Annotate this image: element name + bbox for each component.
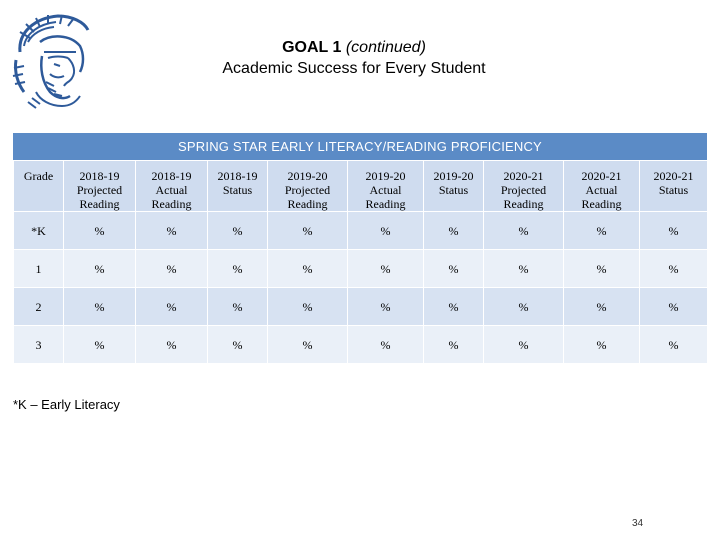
goal-subtitle: Academic Success for Every Student <box>222 60 486 77</box>
percent-cell: % <box>484 326 564 364</box>
percent-cell: % <box>64 326 136 364</box>
percent-cell: % <box>208 250 268 288</box>
column-header-line: Reading <box>503 197 544 211</box>
column-header-line: Reading <box>365 197 406 211</box>
percent-cell: % <box>640 326 708 364</box>
goal-heading <box>0 38 708 58</box>
column-header-line: Reading <box>581 197 622 211</box>
percent-cell: % <box>268 326 348 364</box>
percent-cell: % <box>208 212 268 250</box>
column-header <box>268 161 348 212</box>
percent-cell: % <box>136 212 208 250</box>
percent-cell: % <box>64 212 136 250</box>
percent-cell: % <box>484 288 564 326</box>
percent-cell: % <box>424 326 484 364</box>
table-body <box>14 212 708 364</box>
column-header-line: Projected <box>76 183 123 197</box>
column-header <box>348 161 424 212</box>
percent-cell: % <box>424 288 484 326</box>
column-header-line: Projected <box>284 183 331 197</box>
percent-cell: % <box>484 212 564 250</box>
percent-cell: % <box>640 288 708 326</box>
column-header <box>564 161 640 212</box>
percent-cell: % <box>64 250 136 288</box>
percent-cell: % <box>136 250 208 288</box>
grade-cell: 1 <box>14 250 64 288</box>
column-header-line: Projected <box>500 183 547 197</box>
percent-cell: % <box>348 212 424 250</box>
percent-cell: % <box>268 212 348 250</box>
column-header-line: Actual <box>155 183 188 197</box>
percent-cell: % <box>64 288 136 326</box>
grade-cell: 3 <box>14 326 64 364</box>
percent-cell: % <box>640 212 708 250</box>
column-header-line: Grade <box>23 169 54 183</box>
column-header-line: Status <box>658 183 689 197</box>
column-header-line: Reading <box>287 197 328 211</box>
column-header-line: 2018-19 <box>79 169 120 183</box>
column-header-line: 2019-20 <box>433 169 474 183</box>
goal-label: GOAL 1 <box>282 39 342 56</box>
table-header-row <box>14 161 708 212</box>
column-header-line: 2020-21 <box>653 169 694 183</box>
column-header <box>640 161 708 212</box>
percent-cell: % <box>564 212 640 250</box>
column-header <box>136 161 208 212</box>
table-banner: SPRING STAR EARLY LITERACY/READING PROFICIENCY <box>13 133 707 160</box>
table-row <box>14 250 708 288</box>
column-header-line: 2020-21 <box>503 169 544 183</box>
column-header <box>424 161 484 212</box>
percent-cell: % <box>348 250 424 288</box>
percent-cell: % <box>564 326 640 364</box>
column-header-line: 2019-20 <box>365 169 406 183</box>
table-row <box>14 288 708 326</box>
proficiency-grid <box>13 160 708 364</box>
column-header <box>484 161 564 212</box>
column-header-line: Status <box>438 183 469 197</box>
page-title <box>0 38 708 80</box>
page-number: 34 <box>632 518 644 529</box>
percent-cell: % <box>268 250 348 288</box>
percent-cell: % <box>208 326 268 364</box>
percent-cell: % <box>640 250 708 288</box>
column-header-line: 2018-19 <box>151 169 192 183</box>
column-header <box>64 161 136 212</box>
percent-cell: % <box>564 250 640 288</box>
percent-cell: % <box>564 288 640 326</box>
column-header <box>208 161 268 212</box>
percent-cell: % <box>208 288 268 326</box>
column-header-line: Actual <box>585 183 618 197</box>
percent-cell: % <box>484 250 564 288</box>
column-header-line: 2019-20 <box>287 169 328 183</box>
table-row <box>14 326 708 364</box>
column-header-line: Actual <box>369 183 402 197</box>
column-header-line: Reading <box>151 197 192 211</box>
table-row <box>14 212 708 250</box>
percent-cell: % <box>424 212 484 250</box>
column-header <box>14 161 64 212</box>
proficiency-table <box>13 133 707 364</box>
percent-cell: % <box>424 250 484 288</box>
column-header-line: 2018-19 <box>217 169 258 183</box>
percent-cell: % <box>348 288 424 326</box>
column-header-line: Status <box>222 183 253 197</box>
percent-cell: % <box>136 288 208 326</box>
percent-cell: % <box>136 326 208 364</box>
footnote: *K – Early Literacy <box>13 397 120 412</box>
column-header-line: Reading <box>79 197 120 211</box>
grade-cell: *K <box>14 212 64 250</box>
continued-label: (continued) <box>345 39 426 56</box>
percent-cell: % <box>348 326 424 364</box>
column-header-line: 2020-21 <box>581 169 622 183</box>
percent-cell: % <box>268 288 348 326</box>
grade-cell: 2 <box>14 288 64 326</box>
